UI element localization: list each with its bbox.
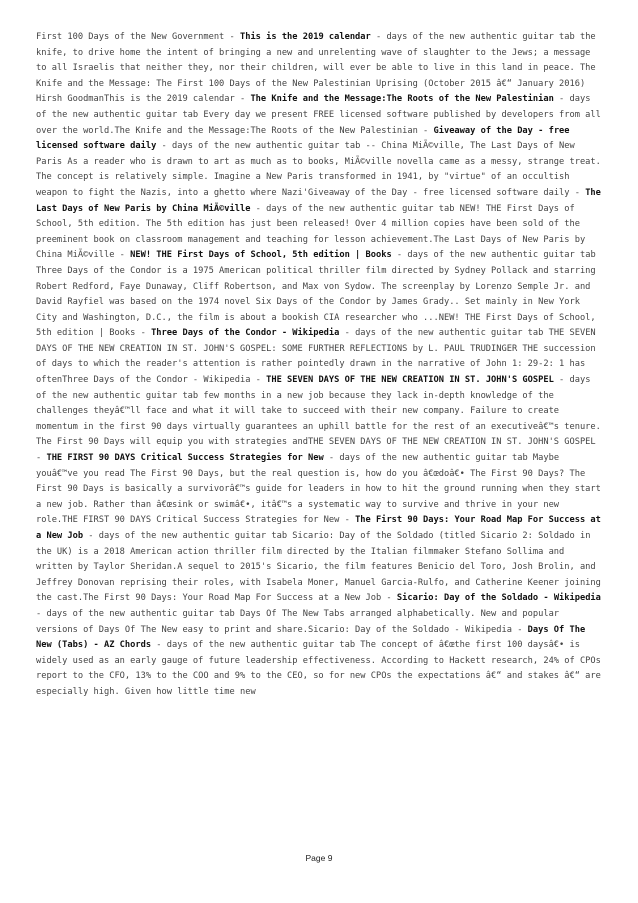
text-segment: - days of the new authentic guitar tab few months in a new job because they lack in-depth knowledge of the challenges theyâ€™ll face and what it will take to succeed with their new company. Failure to create momentum in the first 90 days virtually guarantees an uphill battle for the rest of an executiveâ€™s tenure. The First 90 Days will equip you with strategies andTHE SEVEN DAYS OF THE NEW CREATION IN ST. JOHN'S GOSPEL - [36, 375, 601, 464]
bold-heading-segment: This is the 2019 calendar [239, 32, 371, 42]
bold-heading-segment: THE SEVEN DAYS OF THE NEW CREATION IN ST. JOHN'S GOSPEL [266, 375, 554, 386]
text-segment: - days of the new authentic guitar tab Every day we present FREE licensed software published by developers from all over the world.The Knife and the Message:The Roots of the New Palestinian - [36, 94, 601, 136]
body-text [36, 30, 603, 701]
text-segment: - days of the new authentic guitar tab the knife, to drive home the intent of bringing a new and unrelenting wave of slaughter to the Jews; a message to all Israelis that neither they, nor their children, will ever be able to live in this land in peace. The Knife and the Message: The First 100 Days of the New Palestinian Uprising (October 2015 â€“ January 2016) Hirsh GoodmanThis is the 2019 calendar - [36, 32, 596, 105]
bold-heading-segment: Days Of The New (Tabs) - AZ Chords [36, 624, 586, 651]
text-segment: - days of the new authentic guitar tab NEW! THE First Days of School, 5th edition. The 5th edition has just been released! Over 4 million copies have been sold of the preeminent book on classroom management and teaching for lesson achievement.The Last Days of New Paris by China MiÃ©ville - [36, 203, 586, 261]
bold-heading-segment: The Knife and the Message:The Roots of the New Palestinian [250, 94, 554, 105]
text-segment: - days of the new authentic guitar tab -- China MiÃ©ville, The Last Days of New Paris As a reader who is drawn to art as much as to books, MiÃ©ville novella came as a messy, strange treat. The concept is relatively simple. Imagine a New Paris transformed in 1941, by "virtue" of an occultish weapon to fight the Nazis, into a ghetto where Nazi'Giveaway of the Day - free licensed software daily - [36, 141, 601, 198]
text-segment: - days of the new authentic guitar tab Sicario: Day of the Soldado (titled Sicario 2: Soldado in the UK) is a 2018 American action thriller film directed by the Italian filmmaker Stefano Sollima and written by Taylor Sheridan.A sequel to 2015's Sicario, the film features Benicio del Toro, Josh Brolin, and Jeffrey Donovan reprising their roles, with Isabela Moner, Manuel Garcia-Rulfo, and Catherine Keener joining the cast.The First 90 Days: Your Road Map For Success at a New Job - [36, 531, 601, 604]
bold-heading-segment: Three Days of the Condor - Wikipedia [151, 328, 340, 339]
bold-heading-segment: THE FIRST 90 DAYS Critical Success Strategies for New [46, 453, 324, 464]
text-segment: - days of the new authentic guitar tab Days Of The New Tabs arranged alphabetically. New and popular versions of Days Of The New easy to print and share.Sicario: Day of the Soldado - Wikipedia - [36, 608, 560, 635]
text-segment: - days of the new authentic guitar tab Maybe youâ€™ve you read The First 90 Days, but the real question is, how do you â€œdoâ€• The First 90 Days? The First 90 Days is basically a survivorâ€™s guide for leaders in how to hit the ground running when they start a new job. Rather than â€œsink or swimâ€•, itâ€™s a systematic way to survive and thrive in your new role.THE FIRST 90 DAYS Critical Success Strategies for New - [36, 453, 601, 526]
bold-heading-segment: NEW! THE First Days of School, 5th edition | Books [130, 250, 392, 261]
text-segment: First 100 Days of the New Government - [36, 32, 240, 42]
bold-heading-segment: The First 90 Days: Your Road Map For Success at a New Job [36, 515, 601, 541]
text-segment: - days of the new authentic guitar tab Three Days of the Condor is a 1975 American political thriller film directed by Sydney Pollack and starring Robert Redford, Faye Dunaway, Cliff Robertson, and Max von Sydow. The screenplay by Lorenzo Semple Jr. and David Rayfiel was based on the 1974 novel Six Days of the Condor by James Grady.. Set mainly in New York City and Washington, D.C., the film is about a bookish CIA researcher who ...NEW! THE First Days of School, 5th edition | Books - [36, 250, 596, 339]
page-number: Page 9 [305, 853, 333, 863]
bold-heading-segment: Sicario: Day of the Soldado - Wikipedia [396, 593, 601, 604]
text-segment: - days of the new authentic guitar tab The concept of â€œthe first 100 daysâ€• is widely used as an early gauge of future leadership effectiveness. According to Hackett research, 24% of CPOs report to the CFO, 13% to the COO and 9% to the CEO, so for new CPOs the expectations â€“ and stakes â€“ are especially high. Given how little time new [36, 640, 601, 697]
bold-heading-segment: The Last Days of New Paris by China MiÃ©ville [36, 187, 601, 214]
text-segment: - days of the new authentic guitar tab THE SEVEN DAYS OF THE NEW CREATION IN ST. JOHN'S GOSPEL: SOME FURTHER REFLECTIONS by L. PAUL TRUDINGER THE succession of days to which the reader's attention is rather pointedly drawn in the narrative of John 1: 29-2: 1 has oftenThree Days of the Condor - Wikipedia - [36, 328, 596, 386]
bold-heading-segment: Giveaway of the Day - free licensed software daily [36, 125, 570, 152]
